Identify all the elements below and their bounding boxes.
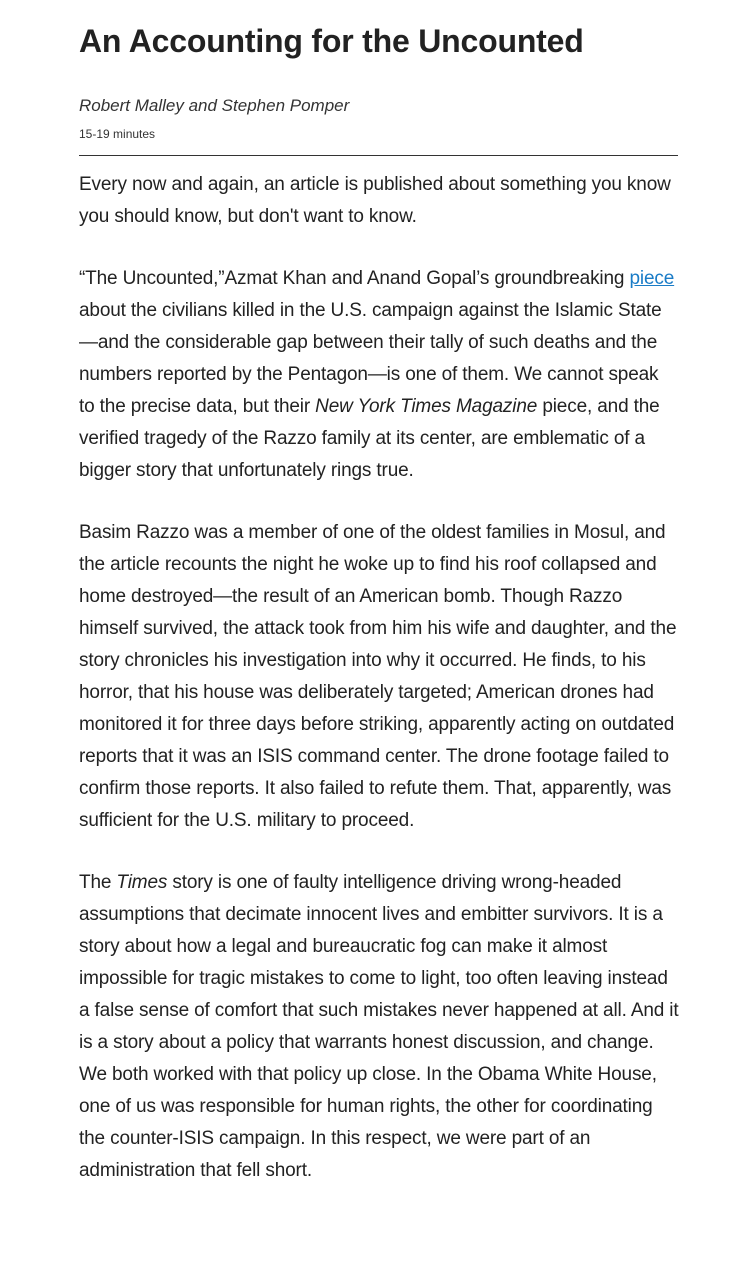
- article-title: An Accounting for the Uncounted: [79, 23, 584, 59]
- piece-link[interactable]: piece: [629, 268, 675, 289]
- paragraph-3-text: Basim Razzo was a member of one of the oldest families in Mosul, and the article recounts the night he woke up to find his roof collapsed and home destroyed—the result of an American bomb. Though Razzo himself survived, the attack took from him his wife and daughter, and the story chronicles his investigation into why it occurred. He finds, to his horror, that his house was deliberately targeted; American drones had monitored it for three days before striking, apparently acting on outdated reports that it was an ISIS command center. The drone footage failed to confirm those reports. It also failed to refute them. That, apparently, was sufficient for the U.S. military to proceed.: [79, 522, 677, 831]
- paragraph-1-text: Every now and again, an article is published about something you know you should know, but don't want to know.: [79, 174, 671, 227]
- header-divider: [79, 155, 678, 156]
- paragraph-2-text-end: piece, and the verified tragedy of the Razzo family at its center, are emblematic of a bigger story that unfortunately rings true.: [79, 396, 660, 481]
- publication-name: New York Times Magazine: [315, 396, 538, 417]
- paragraph-2-text-start: “The Uncounted,”Azmat Khan and Anand Gopal’s groundbreaking: [79, 268, 630, 289]
- article: [79, 0, 679, 1187]
- paragraph-2-text-middle: about the civilians killed in the U.S. campaign against the Islamic State—and the considerable gap between their tally of such deaths and the numbers reported by the Pentagon—is one of them. We cannot speak to the precise data, but their: [79, 300, 662, 417]
- paragraph-4: [79, 867, 679, 1187]
- paragraph-3: [79, 517, 679, 837]
- paragraph-4-text-end: story is one of faulty intelligence driving wrong-headed assumptions that decimate innocent lives and embitter survivors. It is a story about how a legal and bureaucratic fog can make it almost impossible for tragic mistakes to come to light, too often leaving instead a false sense of comfort that such mistakes never happened at all. And it is a story about a policy that warrants honest discussion, and change. We both worked with that policy up close. In the Obama White House, one of us was responsible for human rights, the other for coordinating the counter-ISIS campaign. In this respect, we were part of an administration that fell short.: [79, 872, 679, 1181]
- paragraph-4-text-start: The: [79, 872, 117, 893]
- paragraph-2: [79, 263, 679, 487]
- reading-time: 15-19 minutes: [79, 127, 156, 141]
- publication-name-short: Times: [116, 872, 168, 893]
- article-byline: Robert Malley and Stephen Pomper: [79, 96, 350, 115]
- paragraph-1: [79, 169, 679, 233]
- article-body: [79, 169, 679, 1187]
